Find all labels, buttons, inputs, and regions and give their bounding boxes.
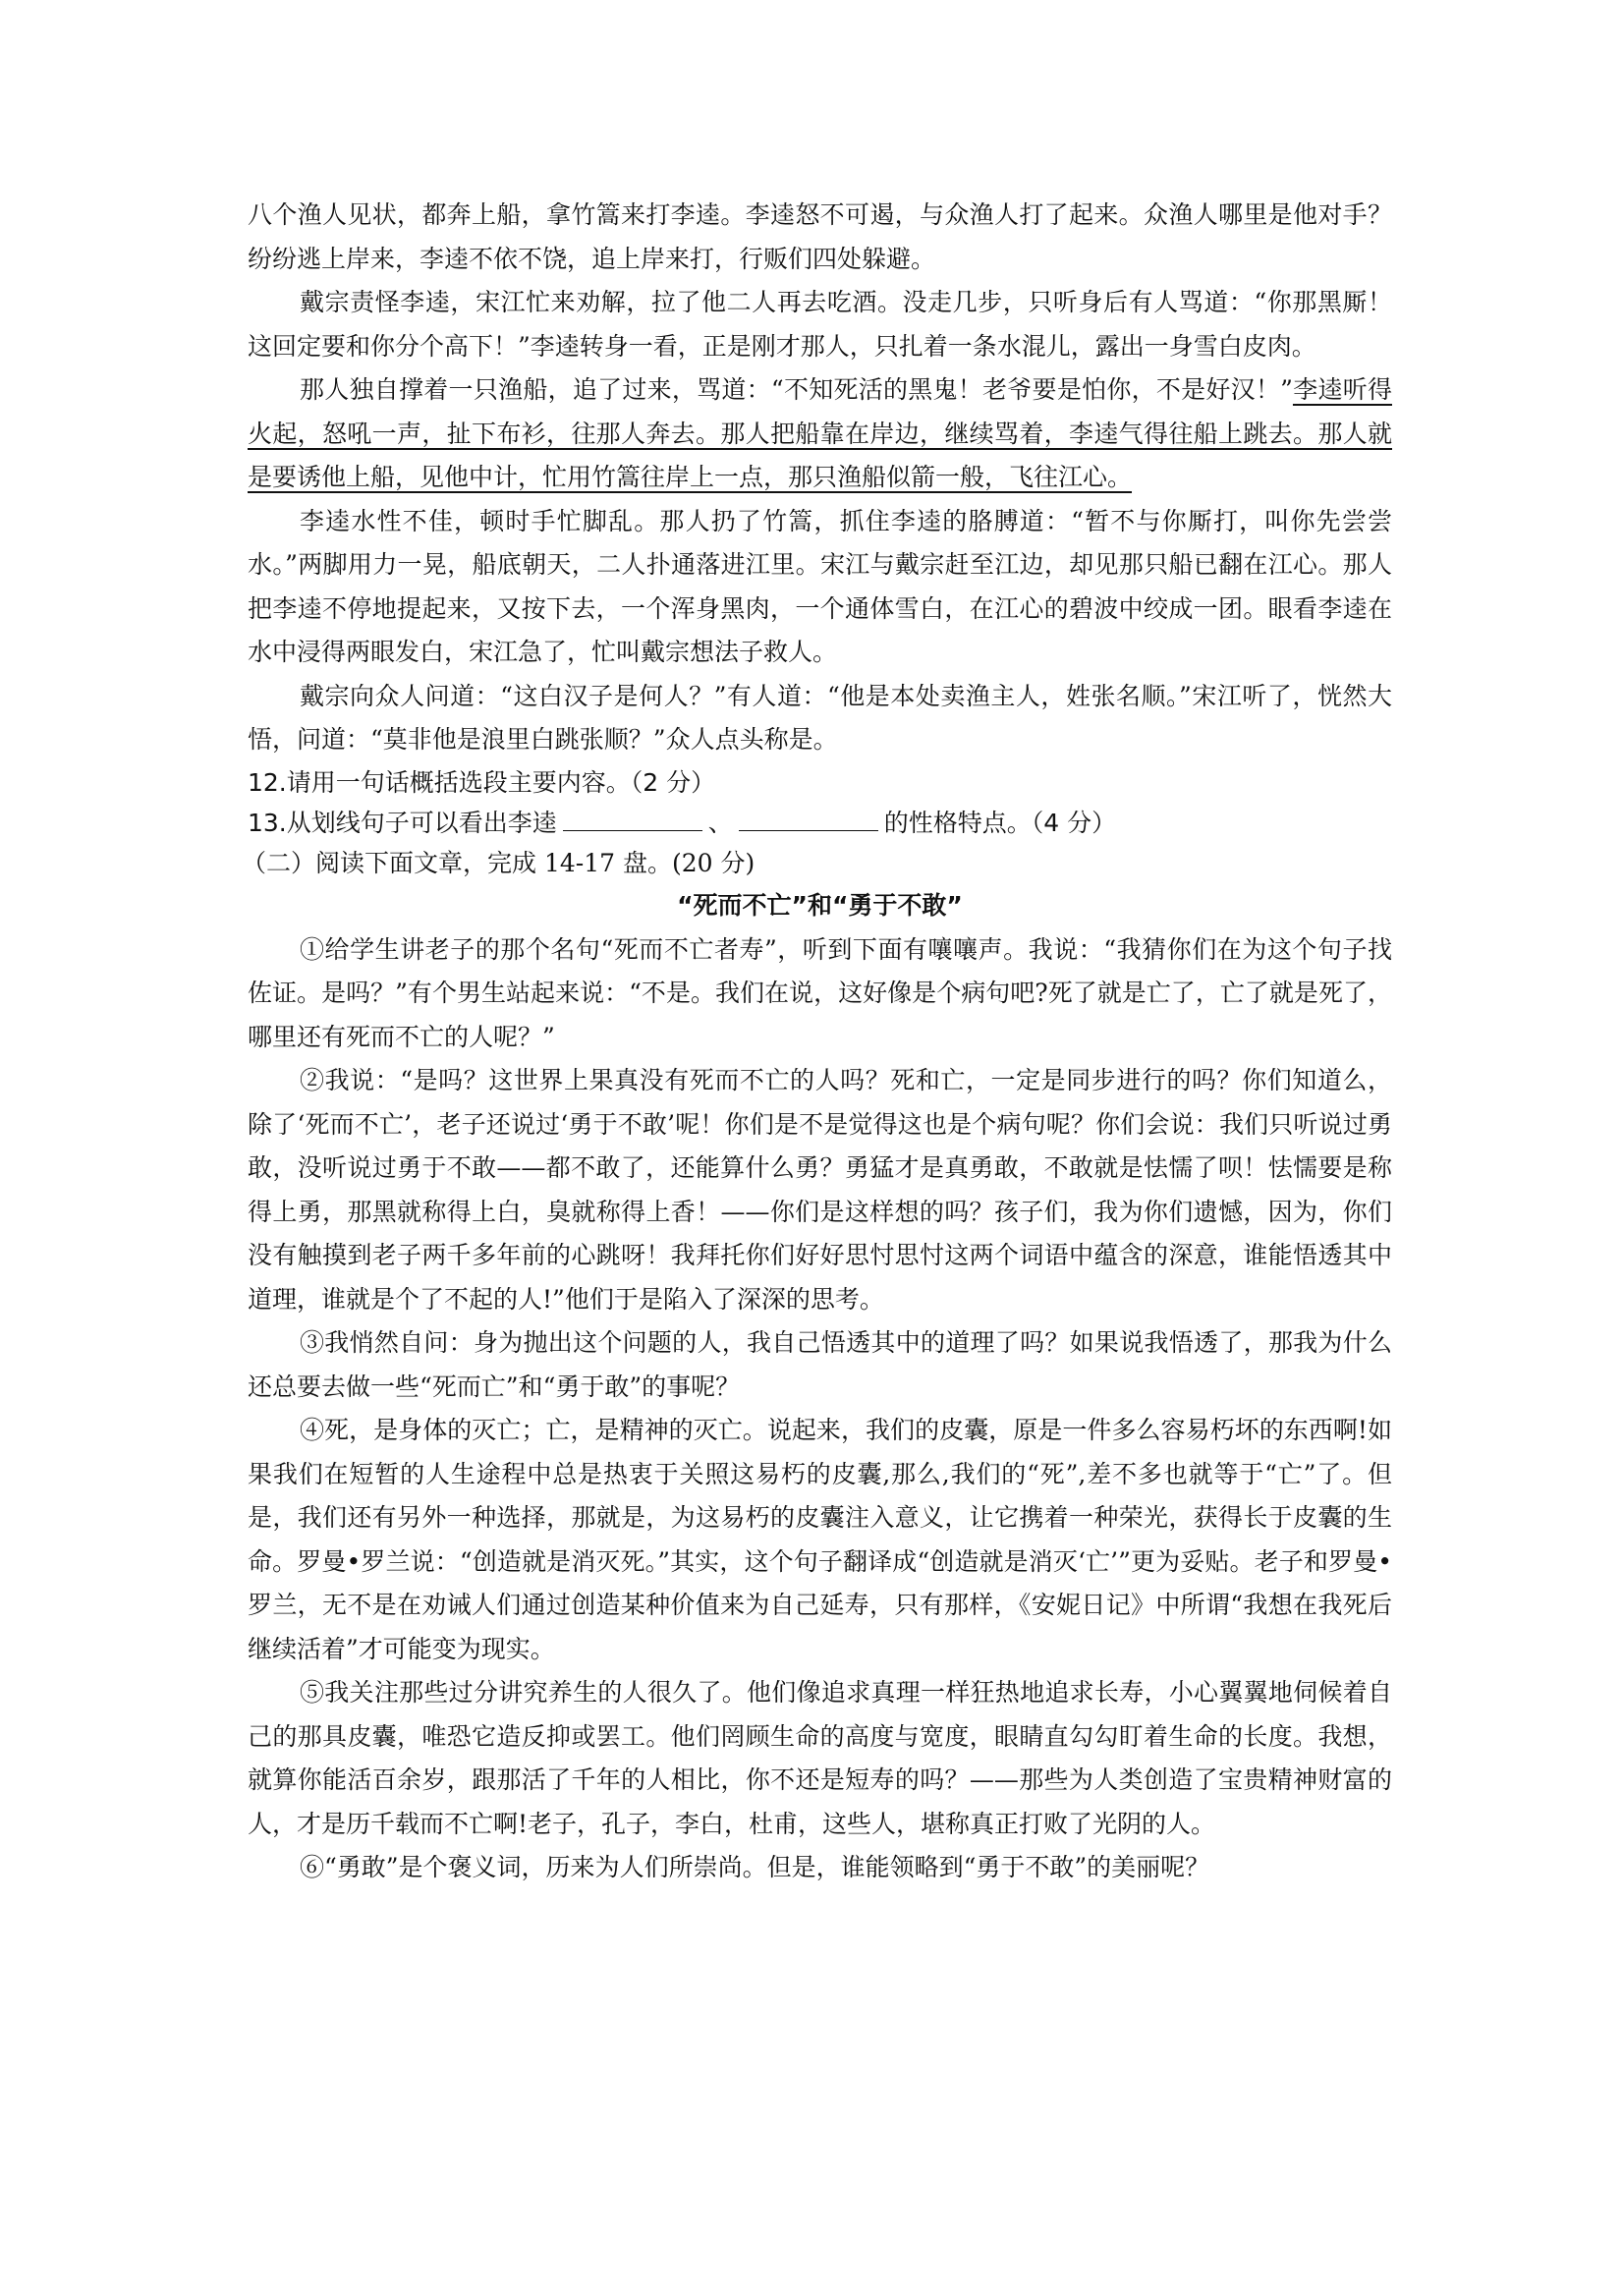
question-13 — [248, 803, 1392, 843]
question-12: 12.请用一句话概括选段主要内容。（2 分） — [248, 767, 716, 797]
exam-page — [242, 194, 1392, 1890]
question-13-suffix: 的性格特点。（4 分） — [883, 808, 1117, 837]
section-2-heading: （二）阅读下面文章，完成 14-17 盘。(20 分) — [242, 848, 756, 877]
article-paragraph-2: ②我说：“是吗？这世界上果真没有死而不亡的人吗？死和亡，一定是同步进行的吗？你们知道么，除了‘死而不亡’，老子还说过‘勇于不敢’呢！你们是不是觉得这也是个病句呢？你们会说：我们只听说过勇敢，没听说过勇于不敢——都不敢了，还能算什么勇？勇猛才是真勇敢，不敢就是怯懦了呗！怯懦要是称得上勇，那黑就称得上白，臭就称得上香！——你们是这样想的吗？孩子们，我为你们遗憾，因为，你们没有触摸到老子两千多年前的心跳呀！我拜托你们好好思忖思忖这两个词语中蕴含的深意，谁能悟透其中道理，谁就是个了不起的人!”他们于是陷入了深深的思考。 — [248, 1066, 1392, 1314]
answer-blank-1[interactable] — [563, 805, 702, 831]
article-paragraph-5: ⑤我关注那些过分讲究养生的人很久了。他们像追求真理一样狂热地追求长寿，小心翼翼地伺候着自己的那具皮囊，唯恐它造反抑或罢工。他们罔顾生命的高度与宽度，眼睛直勾勾盯着生命的长度。我想，就算你能活百余岁，跟那活了千年的人相比，你不还是短寿的吗？——那些为人类创造了宝贵精神财富的人，才是历千载而不亡啊!老子，孔子，李白，杜甫，这些人，堪称真正打败了光阴的人。 — [248, 1678, 1392, 1838]
article-paragraph-4: ④死，是身体的灭亡；亡，是精神的灭亡。说起来，我们的皮囊，原是一件多么容易朽坏的东西啊!如果我们在短暂的人生途程中总是热衷于关照这易朽的皮囊,那么,我们的“死”,差不多也就等于“亡”了。但是，我们还有另外一种选择，那就是，为这易朽的皮囊注入意义，让它携着一种荣光，获得长于皮囊的生命。罗曼•罗兰说：“创造就是消灭死。”其实，这个句子翻译成“创造就是消灭‘亡’”更为妥贴。老子和罗曼•罗兰，无不是在劝诫人们通过创造某种价值来为自己延寿，只有那样，《安妮日记》中所谓“我想在我死后继续活着”才可能变为现实。 — [248, 1416, 1392, 1663]
story-paragraph-3-text: 那人独自撑着一只渔船，追了过来，骂道：“不知死活的黑鬼！老爷要是怕你，不是好汉！” — [300, 375, 1293, 404]
story-paragraph-2: 戴宗责怪李逵，宋江忙来劝解，拉了他二人再去吃酒。没走几步，只听身后有人骂道：“你那黑厮！这回定要和你分个高下！”李逵转身一看，正是刚才那人，只扎着一条水混儿，露出一身雪白皮肉。 — [248, 288, 1392, 361]
underlined-sentence: 李逵听得火起，怒吼一声，扯下布衫，往那人奔去。那人把船靠在岸边，继续骂着，李逵气得往船上跳去。那人就是要诱他上船，见他中计，忙用竹篙往岸上一点，那只渔船似箭一般，飞往江心。 — [248, 375, 1392, 491]
question-13-prefix: 13.从划线句子可以看出李逵 — [248, 808, 557, 837]
article-paragraph-1: ①给学生讲老子的那个名句“死而不亡者寿”，听到下面有嚷嚷声。我说：“我猜你们在为这个句子找佐证。是吗？”有个男生站起来说：“不是。我们在说，这好像是个病句吧?死了就是亡了，亡了就是死了，哪里还有死而不亡的人呢？” — [248, 934, 1392, 1051]
question-13-separator: 、 — [707, 808, 733, 837]
story-paragraph-3 — [248, 368, 1392, 500]
article-title: “死而不亡”和“勇于不敢” — [677, 890, 963, 920]
answer-blank-2[interactable] — [739, 805, 878, 831]
story-paragraph-4: 李逵水性不佳，顿时手忙脚乱。那人扔了竹篙，抓住李逵的胳膊道：“暂不与你厮打，叫你先尝尝水。”两脚用力一晃，船底朝天，二人扑通落进江里。宋江与戴宗赶至江边，却见那只船已翻在江心。那人把李逵不停地提起来，又按下去，一个浑身黑肉，一个通体雪白，在江心的碧波中绞成一团。眼看李逵在水中浸得两眼发白，宋江急了，忙叫戴宗想法子救人。 — [248, 506, 1392, 666]
story-paragraph-5: 戴宗向众人问道：“这白汉子是何人？”有人道：“他是本处卖渔主人，姓张名顺。”宋江听了，恍然大悟，问道：“莫非他是浪里白跳张顺？”众人点头称是。 — [248, 681, 1392, 754]
article-paragraph-3: ③我悄然自问：身为抛出这个问题的人，我自己悟透其中的道理了吗？如果说我悟透了，那我为什么还总要去做一些“死而亡”和“勇于敢”的事呢？ — [248, 1328, 1392, 1401]
story-paragraph-1: 八个渔人见状，都奔上船，拿竹篙来打李逵。李逵怒不可遏，与众渔人打了起来。众渔人哪里是他对手？纷纷逃上岸来，李逵不依不饶，追上岸来打，行贩们四处躲避。 — [248, 200, 1392, 273]
article-paragraph-6: ⑥“勇敢”是个褒义词，历来为人们所崇尚。但是，谁能领略到“勇于不敢”的美丽呢？ — [300, 1853, 1210, 1881]
